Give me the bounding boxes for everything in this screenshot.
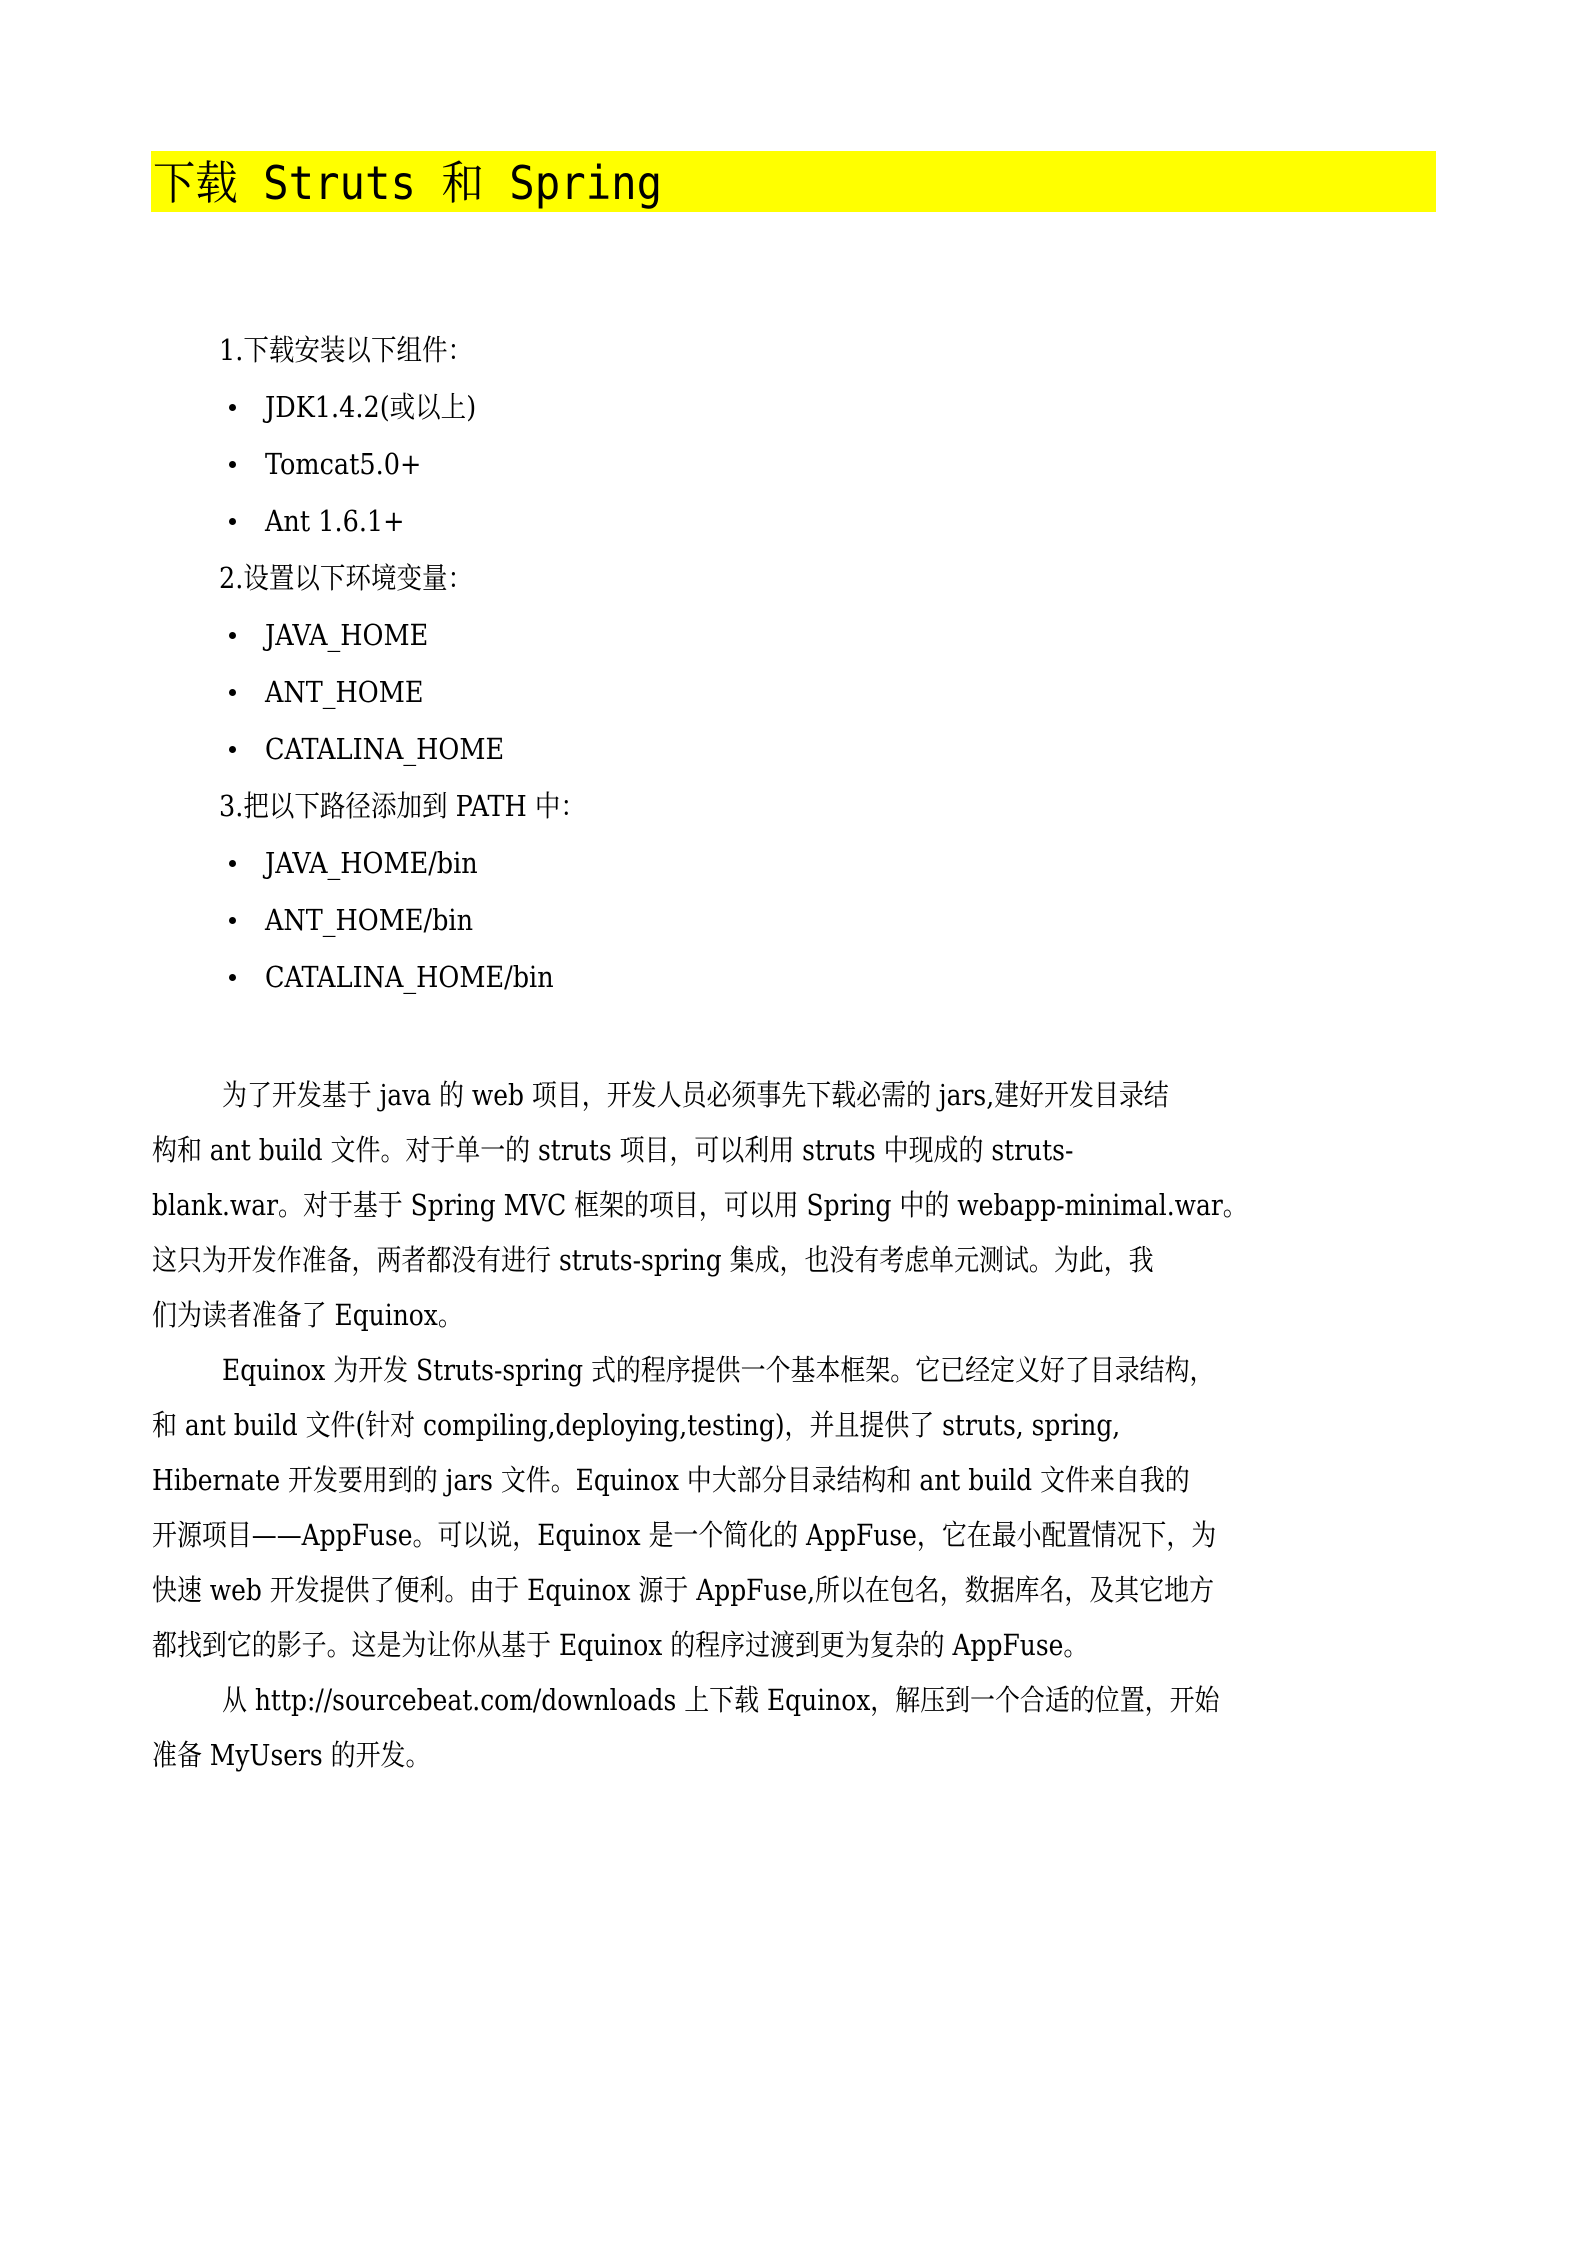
step-label: 2.设置以下环境变量：	[219, 561, 474, 595]
bullet-icon	[229, 860, 236, 867]
list-item-text: Ant 1.6.1+	[265, 504, 405, 538]
list-item-text: JAVA_HOME/bin	[265, 846, 478, 880]
paragraph-line: 都找到它的影子。这是为让你从基于 Equinox 的程序过渡到更为复杂的 AppFuse。	[152, 1628, 1089, 1662]
list-item-text: JDK1.4.2(或以上)	[265, 390, 477, 424]
bullet-icon	[229, 746, 236, 753]
paragraph-line: 这只为开发作准备，两者都没有进行 struts-spring 集成，也没有考虑单元测试。为此，我	[152, 1243, 1154, 1277]
list-item-text: ANT_HOME/bin	[265, 903, 474, 937]
bullet-icon	[229, 632, 236, 639]
list-item-text: Tomcat5.0+	[265, 447, 422, 481]
list-item-text: ANT_HOME	[265, 675, 424, 709]
paragraph-line: Equinox 为开发 Struts-spring 式的程序提供一个基本框架。它已经定义好了目录结构，	[222, 1353, 1215, 1387]
list-item-text: JAVA_HOME	[265, 618, 429, 652]
heading-title: 下载 Struts 和 Spring	[153, 156, 663, 210]
paragraph-line: 快速 web 开发提供了便利。由于 Equinox 源于 AppFuse,所以在包名，数据库名，及其它地方	[152, 1573, 1215, 1607]
bullet-icon	[229, 974, 236, 981]
bullet-icon	[229, 689, 236, 696]
list-item-text: CATALINA_HOME	[265, 732, 505, 766]
paragraph-line: 开源项目——AppFuse。可以说，Equinox 是一个简化的 AppFuse，它在最小配置情况下，为	[152, 1518, 1217, 1552]
paragraph-line: Hibernate 开发要用到的 jars 文件。Equinox 中大部分目录结构和 ant build 文件来自我的	[152, 1463, 1190, 1497]
bullet-icon	[229, 518, 236, 525]
bullet-icon	[229, 917, 236, 924]
list-item-text: CATALINA_HOME/bin	[265, 960, 554, 994]
section-heading	[151, 151, 1436, 212]
step-label: 3.把以下路径添加到 PATH 中：	[219, 789, 586, 823]
bullet-icon	[229, 404, 236, 411]
paragraph-line: blank.war。对于基于 Spring MVC 框架的项目，可以用 Spring 中的 webapp-minimal.war。	[152, 1188, 1248, 1222]
paragraph-line: 为了开发基于 java 的 web 项目，开发人员必须事先下载必需的 jars,建好开发目录结	[222, 1078, 1169, 1112]
paragraph-line: 从 http://sourcebeat.com/downloads 上下载 Equinox，解压到一个合适的位置，开始	[222, 1683, 1220, 1717]
bullet-icon	[229, 461, 236, 468]
paragraph-line: 和 ant build 文件(针对 compiling,deploying,testing)，并且提供了 struts, spring,	[152, 1408, 1121, 1442]
step-label: 1.下载安装以下组件：	[219, 333, 474, 367]
paragraph-line: 们为读者准备了 Equinox。	[152, 1298, 463, 1332]
paragraph-line: 准备 MyUsers 的开发。	[152, 1738, 431, 1772]
paragraph-line: 构和 ant build 文件。对于单一的 struts 项目，可以利用 struts 中现成的 struts-	[152, 1133, 1074, 1167]
